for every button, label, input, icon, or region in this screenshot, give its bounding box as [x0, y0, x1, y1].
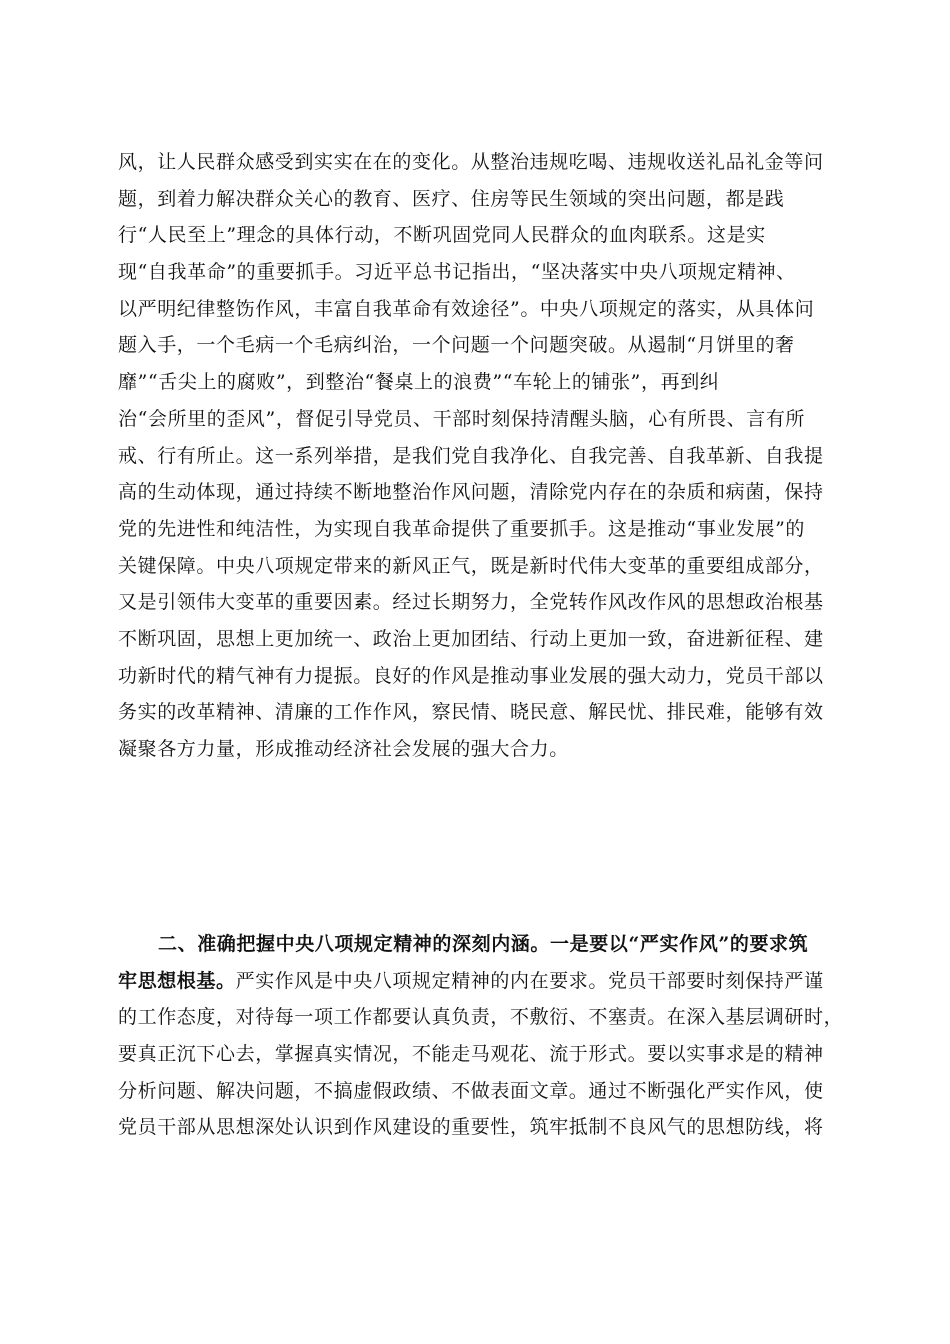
text-line-rest: 严实作风是中央八项规定精神的内在要求。党员干部要时刻保持严谨 — [235, 969, 824, 992]
text-line: 党员干部从思想深处认识到作风建设的重要性，筑牢抵制不良风气的思想防线，将 — [118, 1116, 824, 1139]
text-line: 功新时代的精气神有力提振。良好的作风是推动事业发展的强大动力，党员干部以 — [118, 664, 824, 687]
text-line: 不断巩固，思想上更加统一、政治上更加团结、行动上更加一致，奋进新征程、建 — [118, 627, 824, 650]
text-line: 行“人民至上”理念的具体行动，不断巩固党同人民群众的血肉联系。这是实 — [118, 224, 766, 247]
text-line: 又是引领伟大变革的重要因素。经过长期努力，全党转作风改作风的思想政治根基 — [118, 591, 824, 614]
text-line: 要真正沉下心去，掌握真实情况，不能走马观花、流于形式。要以实事求是的精神 — [118, 1043, 824, 1066]
text-line: 关键保障。中央八项规定带来的新风正气，既是新时代伟大变革的重要组成部分， — [118, 554, 824, 577]
text-line: 治“会所里的歪风”，督促引导党员、干部时刻保持清醒头脑，心有所畏、言有所 — [118, 407, 806, 430]
paragraph-2 — [118, 926, 844, 1146]
text-line: 戒、行有所止。这一系列举措，是我们党自我净化、自我完善、自我革新、自我提 — [118, 444, 824, 467]
text-line: 题入手，一个毛病一个毛病纠治，一个问题一个问题突破。从遏制“月饼里的奢 — [118, 334, 795, 357]
section-heading: 二、准确把握中央八项规定精神的深刻内涵。一是要以“严实作风”的要求筑 — [158, 933, 809, 955]
text-line: 题，到着力解决群众关心的教育、医疗、住房等民生领域的突出问题，都是践 — [118, 187, 785, 210]
text-line: 凝聚各方力量，形成推动经济社会发展的强大合力。 — [118, 738, 569, 760]
text-line: 现“自我革命”的重要抓手。习近平总书记指出，“坚决落实中央八项规定精神、 — [118, 261, 796, 284]
text-line: 务实的改革精神、清廉的工作作风，察民情、晓民意、解民忧、排民难，能够有效 — [118, 701, 824, 724]
text-line: 党的先进性和纯洁性，为实现自我革命提供了重要抓手。这是推动“事业发展”的 — [118, 517, 806, 540]
paragraph-1 — [118, 144, 838, 768]
text-line: 分析问题、解决问题，不搞虚假政绩、不做表面文章。通过不断强化严实作风，使 — [118, 1079, 824, 1102]
text-line — [118, 963, 838, 1000]
text-line: 以严明纪律整饬作风，丰富自我革命有效途径”。中央八项规定的落实，从具体问 — [118, 297, 815, 320]
text-line: 的工作态度，对待每一项工作都要认真负责，不敷衍、不塞责。在深入基层调研时， — [118, 1006, 844, 1029]
text-line: 风，让人民群众感受到实实在在的变化。从整治违规吃喝、违规收送礼品礼金等问 — [118, 151, 824, 173]
text-line: 高的生动体现，通过持续不断地整治作风问题，清除党内存在的杂质和病菌，保持 — [118, 481, 824, 504]
text-line: 靡”“舌尖上的腐败”，到整治“餐桌上的浪费”“车轮上的铺张”，再到纠 — [118, 371, 720, 394]
section-heading-continued: 牢思想根基。 — [118, 969, 236, 992]
